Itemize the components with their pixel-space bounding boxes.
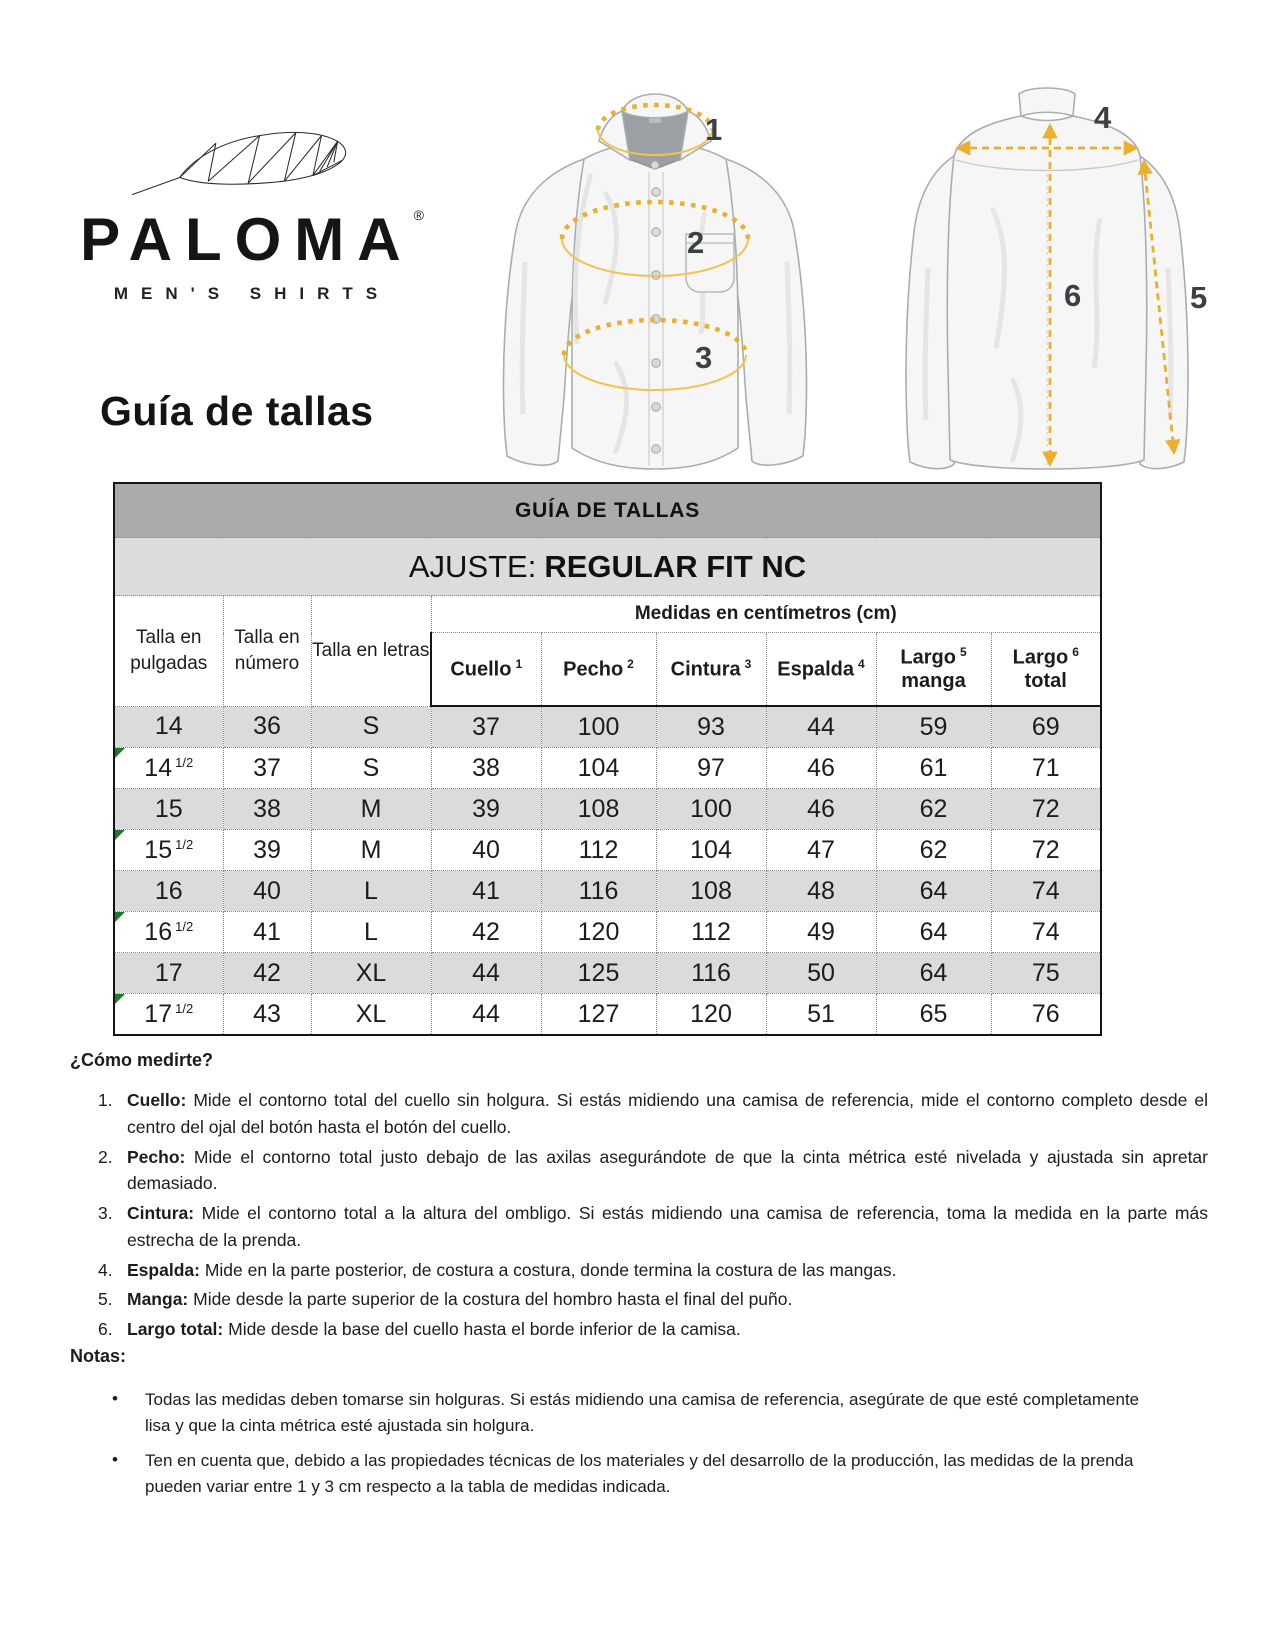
- cell-pecho: 104: [541, 748, 656, 789]
- header-row-group: [114, 596, 1101, 633]
- brand-tagline: MEN'S SHIRTS: [113, 284, 391, 303]
- cell-talla-pulgadas: 14: [114, 706, 223, 748]
- note-marker: [115, 830, 125, 840]
- cell-cuello: 38: [431, 748, 541, 789]
- size-row: [114, 912, 1101, 953]
- cell-pecho: 127: [541, 994, 656, 1036]
- cell-pecho: 108: [541, 789, 656, 830]
- cell-largo-manga: 64: [876, 871, 991, 912]
- col-group-medidas: Medidas en centímetros (cm): [431, 596, 1101, 633]
- cell-cintura: 108: [656, 871, 766, 912]
- table-title: GUÍA DE TALLAS: [114, 483, 1101, 538]
- cell-largo-total: 71: [991, 748, 1101, 789]
- cell-talla-pulgadas: 17: [114, 953, 223, 994]
- cell-pecho: 100: [541, 706, 656, 748]
- cell-talla-numero: 39: [223, 830, 311, 871]
- cell-largo-total: 75: [991, 953, 1101, 994]
- measure-term: Pecho:: [127, 1146, 186, 1167]
- how-to-item: Manga: Mide desde la parte superior de la costura del hombro hasta el final del puño.: [127, 1289, 793, 1310]
- measure-term: Largo total:: [127, 1319, 224, 1340]
- cell-talla-pulgadas: 15: [114, 789, 223, 830]
- cell-cintura: 93: [656, 706, 766, 748]
- col-header-cintura: Cintura $^3$: [656, 633, 766, 707]
- shirt-back-illustration: [872, 68, 1222, 473]
- note-item: • Ten en cuenta que, debido a las propiedades técnicas de los materiales y del desarrollo de la producción, las medidas de la prenda pueden variar entre 1 y 3 cm respecto a la tabla de medidas indicada.: [145, 1448, 1160, 1501]
- col-header-cuello: Cuello $^1$: [431, 633, 541, 707]
- cell-cintura: 116: [656, 953, 766, 994]
- cell-talla-numero: 43: [223, 994, 311, 1036]
- feather-logo-icon: [127, 128, 377, 206]
- measure-term: Manga:: [127, 1289, 189, 1310]
- cell-largo-manga: 62: [876, 830, 991, 871]
- col-header-pecho: Pecho $^2$: [541, 633, 656, 707]
- cell-largo-manga: 65: [876, 994, 991, 1036]
- cell-talla-pulgadas: 14 $^{1/2}$: [114, 748, 223, 789]
- front-label-collar: 1: [705, 112, 723, 147]
- cell-talla-pulgadas: 16 $^{1/2}$: [114, 912, 223, 953]
- cell-talla-letras: M: [311, 830, 431, 871]
- cell-cuello: 37: [431, 706, 541, 748]
- cell-largo-manga: 64: [876, 953, 991, 994]
- notes-heading: Notas:: [70, 1346, 127, 1366]
- cell-espalda: 46: [766, 789, 876, 830]
- cell-talla-numero: 40: [223, 871, 311, 912]
- cell-talla-numero: 36: [223, 706, 311, 748]
- cell-talla-numero: 38: [223, 789, 311, 830]
- cell-talla-letras: XL: [311, 953, 431, 994]
- shirt-front-illustration: [455, 62, 855, 477]
- notes-list: [70, 1387, 1160, 1500]
- size-row: [114, 953, 1101, 994]
- cell-pecho: 116: [541, 871, 656, 912]
- col-header-talla-letras: Talla en letras: [311, 596, 431, 707]
- size-row: [114, 994, 1101, 1036]
- cell-talla-letras: XL: [311, 994, 431, 1036]
- how-to-heading: ¿Cómo medirte?: [70, 1050, 214, 1070]
- back-label-shoulders: 4: [1094, 100, 1112, 135]
- cell-espalda: 46: [766, 748, 876, 789]
- cell-cintura: 104: [656, 830, 766, 871]
- table-fit-row: [114, 538, 1101, 596]
- size-table: [113, 482, 1102, 1036]
- size-row: [114, 748, 1101, 789]
- notes-section: [70, 1346, 1160, 1508]
- size-row: [114, 830, 1101, 871]
- size-row: [114, 789, 1101, 830]
- cell-talla-letras: S: [311, 706, 431, 748]
- cell-cuello: 42: [431, 912, 541, 953]
- note-marker: [115, 994, 125, 1004]
- col-header-espalda: Espalda $^4$: [766, 633, 876, 707]
- cell-talla-numero: 37: [223, 748, 311, 789]
- cell-cuello: 41: [431, 871, 541, 912]
- fit-label: AJUSTE:: [408, 548, 537, 584]
- cell-cuello: 40: [431, 830, 541, 871]
- back-label-sleeve: 5: [1190, 280, 1208, 315]
- brand-name: PALOMA®: [80, 206, 424, 273]
- front-label-chest: 2: [687, 225, 705, 260]
- cell-largo-manga: 62: [876, 789, 991, 830]
- cell-espalda: 44: [766, 706, 876, 748]
- cell-cintura: 112: [656, 912, 766, 953]
- cell-talla-pulgadas: 16: [114, 871, 223, 912]
- how-to-item: Cuello: Mide el contorno total del cuello sin holgura. Si estás midiendo una camisa de referencia, mide el contorno completo desde el centro del ojal del botón hasta el botón del cuello.: [127, 1090, 1208, 1137]
- measure-term: Espalda:: [127, 1259, 200, 1280]
- how-to-item: Cintura: Mide el contorno total a la altura del ombligo. Si estás midiendo una camisa de referencia, toma la medida en la parte más estrecha de la prenda.: [127, 1203, 1208, 1250]
- cell-talla-letras: L: [311, 912, 431, 953]
- cell-talla-letras: M: [311, 789, 431, 830]
- size-row: [114, 871, 1101, 912]
- cell-cintura: 120: [656, 994, 766, 1036]
- measure-term: Cuello:: [127, 1090, 187, 1110]
- cell-cintura: 97: [656, 748, 766, 789]
- brand-logo: [68, 128, 436, 304]
- how-to-item: Espalda: Mide en la parte posterior, de costura a costura, donde termina la costura de las mangas.: [127, 1259, 897, 1280]
- page-title: Guía de tallas: [100, 388, 374, 434]
- front-label-waist: 3: [695, 340, 713, 375]
- note-item: • Todas las medidas deben tomarse sin holguras. Si estás midiendo una camisa de referencia, asegúrate de que esté completamente lisa y que la cinta métrica esté ajustada sin holgura.: [145, 1387, 1160, 1440]
- col-header-talla-pulgadas: Talla en pulgadas: [114, 596, 223, 707]
- cell-talla-letras: L: [311, 871, 431, 912]
- cell-cuello: 44: [431, 994, 541, 1036]
- back-label-length: 6: [1064, 278, 1082, 313]
- table-title-row: [114, 483, 1101, 538]
- cell-largo-total: 74: [991, 871, 1101, 912]
- cell-talla-letras: S: [311, 748, 431, 789]
- cell-espalda: 48: [766, 871, 876, 912]
- cell-pecho: 125: [541, 953, 656, 994]
- cell-largo-total: 72: [991, 789, 1101, 830]
- cell-largo-total: 74: [991, 912, 1101, 953]
- col-header-talla-numero: Talla en número: [223, 596, 311, 707]
- how-to-measure-section: [70, 1050, 1208, 1346]
- cell-largo-manga: 64: [876, 912, 991, 953]
- cell-largo-total: 69: [991, 706, 1101, 748]
- cell-cuello: 44: [431, 953, 541, 994]
- cell-espalda: 49: [766, 912, 876, 953]
- cell-espalda: 51: [766, 994, 876, 1036]
- cell-talla-pulgadas: 17 $^{1/2}$: [114, 994, 223, 1036]
- cell-talla-numero: 42: [223, 953, 311, 994]
- fit-header: [114, 538, 1101, 596]
- cell-pecho: 120: [541, 912, 656, 953]
- cell-cintura: 100: [656, 789, 766, 830]
- cell-talla-pulgadas: 15 $^{1/2}$: [114, 830, 223, 871]
- cell-pecho: 112: [541, 830, 656, 871]
- cell-cuello: 39: [431, 789, 541, 830]
- cell-talla-numero: 41: [223, 912, 311, 953]
- cell-largo-total: 72: [991, 830, 1101, 871]
- how-to-list: [70, 1087, 1208, 1343]
- note-marker: [115, 748, 125, 758]
- col-header-largo-manga: Largo $^5$ manga: [876, 633, 991, 707]
- cell-espalda: 47: [766, 830, 876, 871]
- size-row: [114, 706, 1101, 748]
- measure-term: Cintura:: [127, 1203, 195, 1224]
- registered-mark: ®: [413, 207, 424, 223]
- how-to-item: Largo total: Mide desde la base del cuello hasta el borde inferior de la camisa.: [127, 1319, 741, 1340]
- fit-value: REGULAR FIT NC: [544, 548, 807, 584]
- size-table-body: [114, 706, 1101, 1035]
- col-header-largo-total: Largo $^6$ total: [991, 633, 1101, 707]
- how-to-item: Pecho: Mide el contorno total justo debajo de las axilas asegurándote de que la cinta métrica esté nivelada y ajustada sin apretar demasiado.: [127, 1146, 1208, 1194]
- note-marker: [115, 912, 125, 922]
- cell-largo-manga: 59: [876, 706, 991, 748]
- cell-largo-manga: 61: [876, 748, 991, 789]
- cell-espalda: 50: [766, 953, 876, 994]
- cell-largo-total: 76: [991, 994, 1101, 1036]
